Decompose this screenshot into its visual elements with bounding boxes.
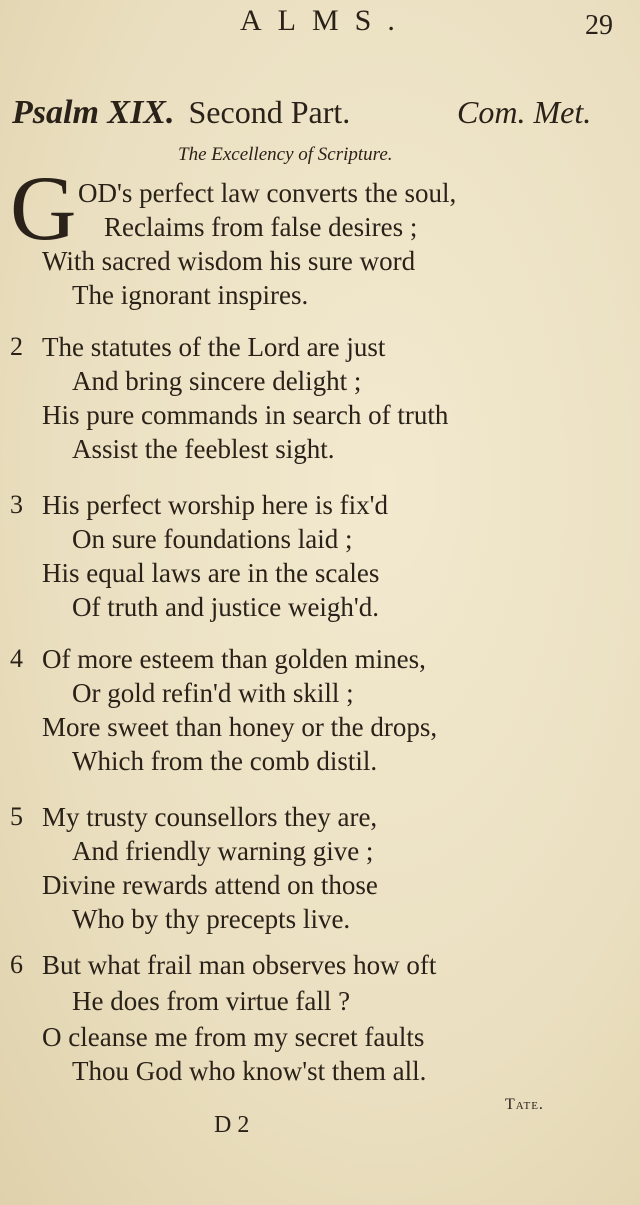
drop-cap: G xyxy=(10,157,77,259)
verse-line: His equal laws are in the scales xyxy=(42,558,380,588)
psalm-part: Second Part. xyxy=(188,94,351,130)
verse-line: Thou God who know'st them all. xyxy=(72,1056,427,1086)
running-head: ALMS. xyxy=(240,4,411,37)
verse-line: OD's perfect law converts the soul, xyxy=(78,178,457,208)
verse-line: With sacred wisdom his sure word xyxy=(42,246,416,276)
stanza-number: 2 xyxy=(10,332,23,361)
stanza-number: 5 xyxy=(10,802,23,831)
verse-line: And friendly warning give ; xyxy=(72,836,374,866)
stanza-number: 4 xyxy=(10,644,23,673)
psalm-heading xyxy=(12,94,632,132)
verse-line: The ignorant inspires. xyxy=(72,280,309,310)
psalm-meter: Com. Met. xyxy=(457,94,592,130)
verse-line: Or gold refin'd with skill ; xyxy=(72,678,354,708)
verse-line: Reclaims from false desires ; xyxy=(104,212,418,242)
verse-line: O cleanse me from my secret faults xyxy=(42,1022,425,1052)
psalm-subtitle: The Excellency of Scripture. xyxy=(178,144,393,165)
verse-line: And bring sincere delight ; xyxy=(72,366,362,396)
verse-line: On sure foundations laid ; xyxy=(72,524,353,554)
stanza-number: 3 xyxy=(10,490,23,519)
verse-line: Which from the comb distil. xyxy=(72,746,378,776)
verse-line: Divine rewards attend on those xyxy=(42,870,378,900)
signature-mark: D 2 xyxy=(214,1112,250,1138)
psalm-title: Psalm XIX. xyxy=(12,94,175,131)
verse-line: He does from virtue fall ? xyxy=(72,986,351,1016)
verse-line: His pure commands in search of truth xyxy=(42,400,449,430)
verse-line: But what frail man observes how oft xyxy=(42,950,437,980)
verse-line: My trusty counsellors they are, xyxy=(42,802,378,832)
verse-line: Of more esteem than golden mines, xyxy=(42,644,426,674)
verse-line: More sweet than honey or the drops, xyxy=(42,712,438,742)
verse-line: Of truth and justice weigh'd. xyxy=(72,592,380,622)
catchword: Tate. xyxy=(505,1096,544,1113)
verse-line: The statutes of the Lord are just xyxy=(42,332,386,362)
verse-line: Who by thy precepts live. xyxy=(72,904,351,934)
page-number: 29 xyxy=(585,10,613,41)
verse-line: Assist the feeblest sight. xyxy=(72,434,335,464)
stanza-number: 6 xyxy=(10,950,23,979)
verse-line: His perfect worship here is fix'd xyxy=(42,490,389,520)
